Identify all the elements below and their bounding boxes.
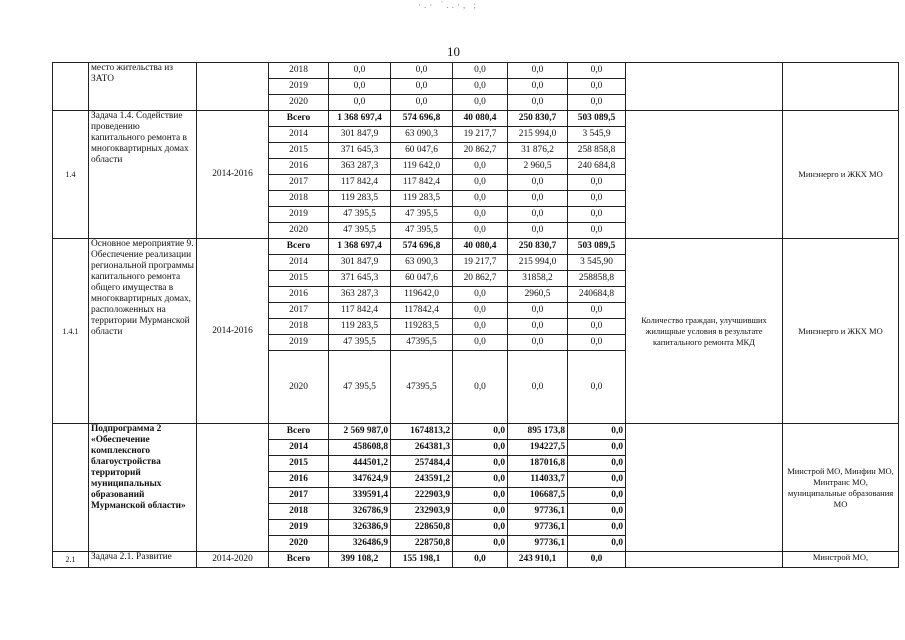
task-name: место жительства из ЗАТО (89, 63, 197, 111)
value-cell: 301 847,9 (329, 255, 391, 271)
task-name: Подпрограмма 2 «Обеспечение комплексного благоустройства территорий муниципальных образований Мурманской области» (89, 424, 197, 552)
task-name: Основное мероприятие 9. Обеспечение реализации региональной программы капитального ремонта общего имущества в многоквартирных домах, расположенных на территории Мурманской области (89, 239, 197, 424)
value-cell: 0,0 (568, 504, 626, 520)
program-finance-table (52, 62, 899, 568)
value-cell: 20 862,7 (453, 271, 508, 287)
year-cell: Всего (269, 552, 329, 568)
value-cell: 215 994,0 (508, 127, 568, 143)
value-cell: 0,0 (508, 191, 568, 207)
value-cell: 0,0 (453, 79, 508, 95)
year-cell: Всего (269, 111, 329, 127)
value-cell: 0,0 (568, 63, 626, 79)
period: 2014-2020 (197, 552, 269, 568)
year-cell: 2019 (269, 207, 329, 223)
value-cell: 458608,8 (329, 440, 391, 456)
year-cell: 2015 (269, 456, 329, 472)
value-cell: 119 283,5 (329, 191, 391, 207)
value-cell: 0,0 (568, 488, 626, 504)
period: 2014-2016 (197, 111, 269, 239)
value-cell: 117842,4 (391, 303, 453, 319)
task-name: Задача 2.1. Развитие (89, 552, 197, 568)
value-cell: 97736,1 (508, 536, 568, 552)
value-cell: 0,0 (568, 440, 626, 456)
value-cell: 228650,8 (391, 520, 453, 536)
value-cell: 3 545,90 (568, 255, 626, 271)
value-cell: 2 569 987,0 (329, 424, 391, 440)
executor: Минэнерго и ЖКХ МО (783, 239, 899, 424)
indicator (626, 111, 783, 239)
value-cell: 0,0 (453, 520, 508, 536)
executor: Минстрой МО, Минфин МО, Минтранс МО, муниципальные образования МО (783, 424, 899, 552)
value-cell: 114033,7 (508, 472, 568, 488)
value-cell: 47 395,5 (391, 223, 453, 239)
year-cell: Всего (269, 424, 329, 440)
value-cell: 0,0 (568, 335, 626, 351)
executor (783, 63, 899, 111)
value-cell: 0,0 (568, 424, 626, 440)
value-cell: 119 283,5 (391, 191, 453, 207)
value-cell: 1 368 697,4 (329, 111, 391, 127)
value-cell: 0,0 (453, 175, 508, 191)
year-cell: 2018 (269, 504, 329, 520)
indicator: Количество граждан, улучшивших жилищные условия в результате капитального ремонта МКД (626, 239, 783, 424)
value-cell: 301 847,9 (329, 127, 391, 143)
value-cell: 243591,2 (391, 472, 453, 488)
value-cell: 0,0 (508, 207, 568, 223)
value-cell: 19 217,7 (453, 255, 508, 271)
value-cell: 0,0 (508, 223, 568, 239)
value-cell: 0,0 (453, 319, 508, 335)
value-cell: 47395,5 (391, 335, 453, 351)
value-cell: 97736,1 (508, 520, 568, 536)
value-cell: 0,0 (568, 95, 626, 111)
value-cell: 243 910,1 (508, 552, 568, 568)
value-cell: 0,0 (453, 351, 508, 424)
year-cell: 2014 (269, 440, 329, 456)
value-cell: 0,0 (568, 456, 626, 472)
value-cell: 0,0 (568, 191, 626, 207)
value-cell: 257484,4 (391, 456, 453, 472)
value-cell: 895 173,8 (508, 424, 568, 440)
table-row (53, 239, 899, 255)
year-cell: 2016 (269, 287, 329, 303)
executor: Минстрой МО, (783, 552, 899, 568)
year-cell: 2018 (269, 319, 329, 335)
value-cell: 0,0 (568, 520, 626, 536)
value-cell: 0,0 (508, 351, 568, 424)
period (197, 63, 269, 111)
year-cell: 2020 (269, 536, 329, 552)
value-cell: 0,0 (453, 303, 508, 319)
value-cell: 0,0 (568, 303, 626, 319)
table-row (53, 63, 899, 79)
row-number: 1.4.1 (53, 239, 89, 424)
value-cell: 0,0 (568, 223, 626, 239)
value-cell: 0,0 (391, 63, 453, 79)
year-cell: Всего (269, 239, 329, 255)
table-row (53, 424, 899, 440)
year-cell: 2014 (269, 127, 329, 143)
year-cell: 2019 (269, 520, 329, 536)
value-cell: 0,0 (508, 319, 568, 335)
value-cell: 0,0 (568, 319, 626, 335)
executor: Минэнерго и ЖКХ МО (783, 111, 899, 239)
value-cell: 0,0 (329, 79, 391, 95)
value-cell: 363 287,3 (329, 159, 391, 175)
value-cell: 0,0 (453, 536, 508, 552)
value-cell: 63 090,3 (391, 255, 453, 271)
value-cell: 0,0 (453, 440, 508, 456)
task-name: Задача 1.4. Содействие проведению капитального ремонта в многоквартирных домах области (89, 111, 197, 239)
row-number (53, 63, 89, 111)
value-cell: 0,0 (453, 335, 508, 351)
value-cell: 232903,9 (391, 504, 453, 520)
value-cell: 444501,2 (329, 456, 391, 472)
value-cell: 2960,5 (508, 287, 568, 303)
value-cell: 19 217,7 (453, 127, 508, 143)
value-cell: 47395,5 (391, 351, 453, 424)
value-cell: 40 080,4 (453, 239, 508, 255)
year-cell: 2018 (269, 63, 329, 79)
value-cell: 326786,9 (329, 504, 391, 520)
value-cell: 155 198,1 (391, 552, 453, 568)
year-cell: 2016 (269, 159, 329, 175)
indicator (626, 424, 783, 552)
scan-artifact: ·.· ˙..·, ; (418, 0, 479, 10)
value-cell: 240684,8 (568, 287, 626, 303)
page-number: 10 (447, 44, 460, 59)
value-cell: 347624,9 (329, 472, 391, 488)
value-cell: 371 645,3 (329, 271, 391, 287)
value-cell: 0,0 (453, 472, 508, 488)
year-cell: 2020 (269, 95, 329, 111)
value-cell: 371 645,3 (329, 143, 391, 159)
value-cell: 0,0 (329, 63, 391, 79)
value-cell: 0,0 (453, 504, 508, 520)
value-cell: 0,0 (508, 335, 568, 351)
indicator (626, 552, 783, 568)
table-row (53, 552, 899, 568)
value-cell: 106687,5 (508, 488, 568, 504)
value-cell: 0,0 (568, 79, 626, 95)
value-cell: 1674813,2 (391, 424, 453, 440)
year-cell: 2019 (269, 335, 329, 351)
year-cell: 2020 (269, 223, 329, 239)
value-cell: 228750,8 (391, 536, 453, 552)
value-cell: 0,0 (391, 79, 453, 95)
value-cell: 0,0 (453, 424, 508, 440)
row-number: 1.4 (53, 111, 89, 239)
year-cell: 2017 (269, 175, 329, 191)
value-cell: 47 395,5 (391, 207, 453, 223)
value-cell: 194227,5 (508, 440, 568, 456)
value-cell: 326386,9 (329, 520, 391, 536)
value-cell: 119642,0 (391, 287, 453, 303)
value-cell: 363 287,3 (329, 287, 391, 303)
value-cell: 1 368 697,4 (329, 239, 391, 255)
value-cell: 503 089,5 (568, 239, 626, 255)
value-cell: 0,0 (508, 175, 568, 191)
year-cell: 2016 (269, 472, 329, 488)
value-cell: 0,0 (508, 63, 568, 79)
value-cell: 97736,1 (508, 504, 568, 520)
value-cell: 63 090,3 (391, 127, 453, 143)
value-cell: 117 842,4 (329, 303, 391, 319)
value-cell: 574 696,8 (391, 239, 453, 255)
table-body (53, 63, 899, 568)
year-cell: 2015 (269, 271, 329, 287)
value-cell: 187016,8 (508, 456, 568, 472)
value-cell: 0,0 (453, 488, 508, 504)
value-cell: 258 858,8 (568, 143, 626, 159)
value-cell: 339591,4 (329, 488, 391, 504)
value-cell: 0,0 (568, 351, 626, 424)
value-cell: 119 283,5 (329, 319, 391, 335)
value-cell: 0,0 (453, 95, 508, 111)
value-cell: 117 842,4 (391, 175, 453, 191)
value-cell: 0,0 (568, 552, 626, 568)
period (197, 424, 269, 552)
value-cell: 0,0 (453, 159, 508, 175)
year-cell: 2017 (269, 303, 329, 319)
value-cell: 258858,8 (568, 271, 626, 287)
value-cell: 0,0 (508, 303, 568, 319)
value-cell: 0,0 (453, 207, 508, 223)
value-cell: 0,0 (568, 207, 626, 223)
value-cell: 0,0 (453, 287, 508, 303)
value-cell: 574 696,8 (391, 111, 453, 127)
value-cell: 0,0 (568, 472, 626, 488)
value-cell: 119 642,0 (391, 159, 453, 175)
table-row (53, 111, 899, 127)
year-cell: 2017 (269, 488, 329, 504)
row-number: 2.1 (53, 552, 89, 568)
value-cell: 222903,9 (391, 488, 453, 504)
value-cell: 0,0 (453, 456, 508, 472)
value-cell: 0,0 (453, 552, 508, 568)
year-cell: 2018 (269, 191, 329, 207)
value-cell: 215 994,0 (508, 255, 568, 271)
value-cell: 0,0 (453, 63, 508, 79)
year-cell: 2015 (269, 143, 329, 159)
value-cell: 0,0 (329, 95, 391, 111)
value-cell: 0,0 (453, 191, 508, 207)
value-cell: 240 684,8 (568, 159, 626, 175)
value-cell: 47 395,5 (329, 223, 391, 239)
period: 2014-2016 (197, 239, 269, 424)
row-number (53, 424, 89, 552)
value-cell: 0,0 (508, 79, 568, 95)
value-cell: 0,0 (568, 536, 626, 552)
value-cell: 40 080,4 (453, 111, 508, 127)
value-cell: 2 960,5 (508, 159, 568, 175)
value-cell: 60 047,6 (391, 143, 453, 159)
value-cell: 503 089,5 (568, 111, 626, 127)
year-cell: 2019 (269, 79, 329, 95)
value-cell: 250 830,7 (508, 239, 568, 255)
value-cell: 399 108,2 (329, 552, 391, 568)
value-cell: 3 545,9 (568, 127, 626, 143)
value-cell: 47 395,5 (329, 351, 391, 424)
value-cell: 264381,3 (391, 440, 453, 456)
value-cell: 20 862,7 (453, 143, 508, 159)
value-cell: 0,0 (453, 223, 508, 239)
value-cell: 60 047,6 (391, 271, 453, 287)
value-cell: 47 395,5 (329, 207, 391, 223)
year-cell: 2020 (269, 351, 329, 424)
value-cell: 326486,9 (329, 536, 391, 552)
value-cell: 0,0 (391, 95, 453, 111)
value-cell: 250 830,7 (508, 111, 568, 127)
value-cell: 31858,2 (508, 271, 568, 287)
value-cell: 47 395,5 (329, 335, 391, 351)
indicator (626, 63, 783, 111)
value-cell: 31 876,2 (508, 143, 568, 159)
value-cell: 119283,5 (391, 319, 453, 335)
value-cell: 0,0 (568, 175, 626, 191)
value-cell: 0,0 (508, 95, 568, 111)
value-cell: 117 842,4 (329, 175, 391, 191)
year-cell: 2014 (269, 255, 329, 271)
